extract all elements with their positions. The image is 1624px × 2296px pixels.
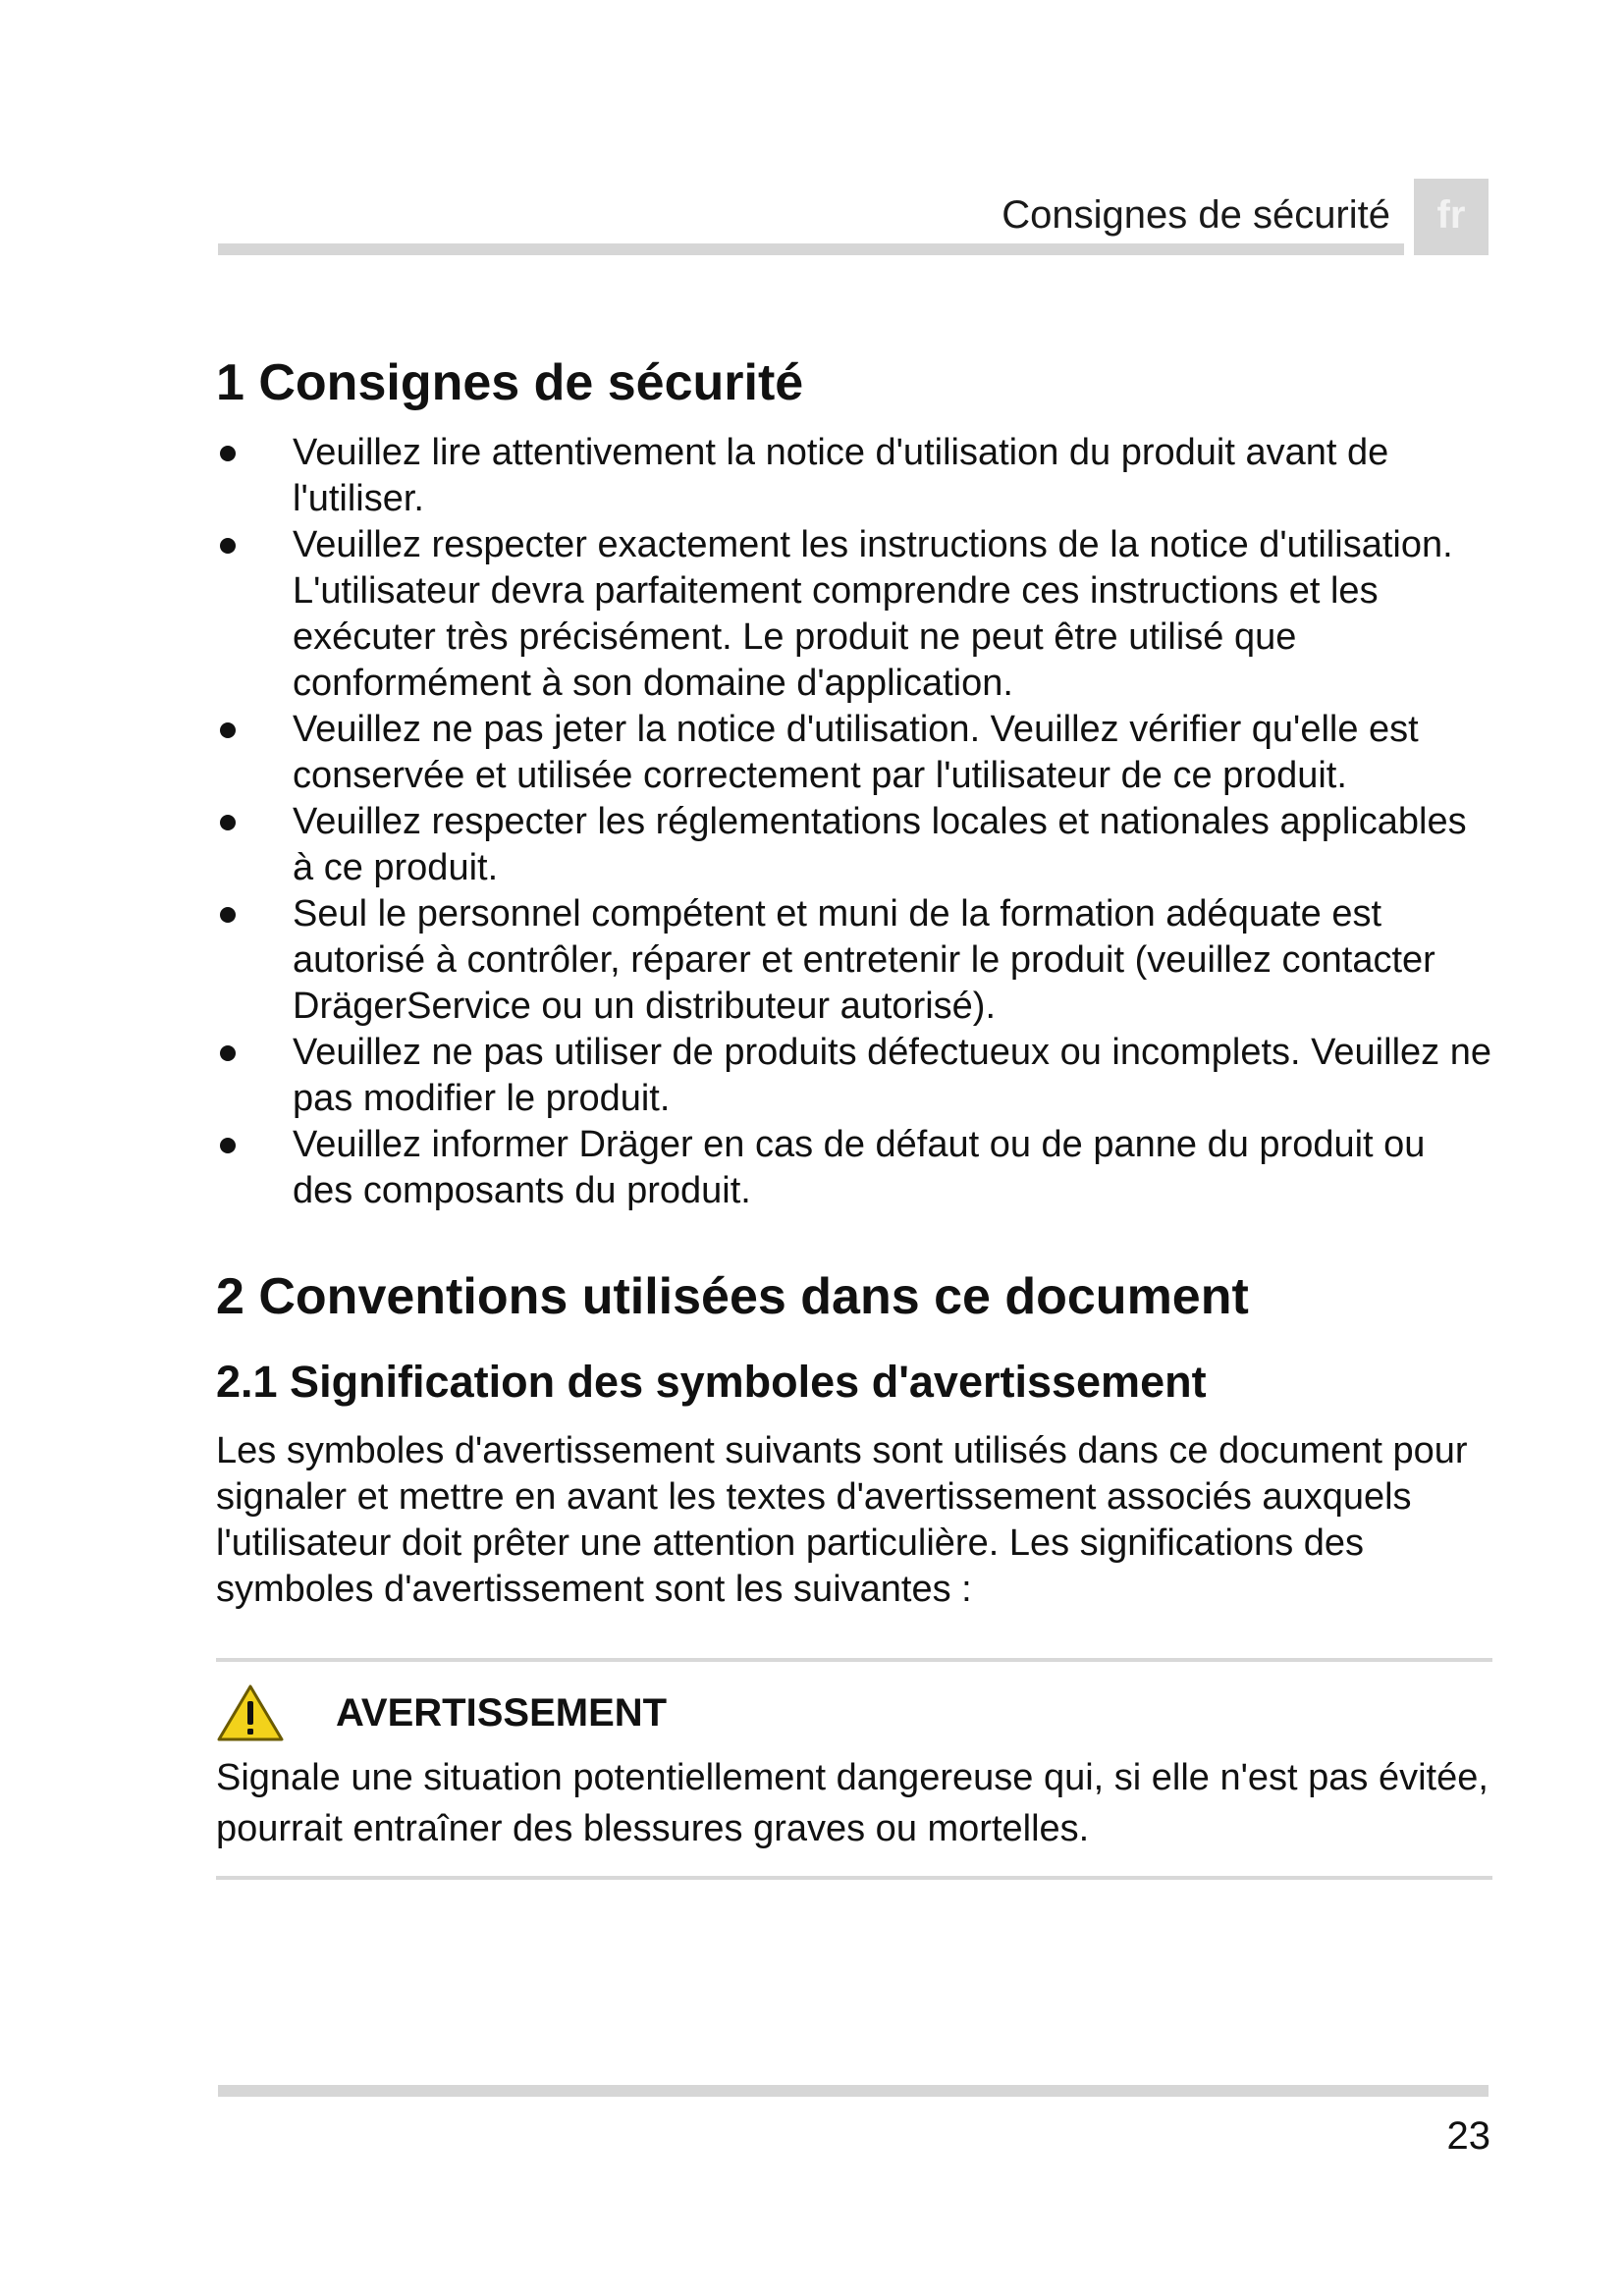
list-item: Seul le personnel compétent et muni de la formation adéquate est autorisé à contrôler, réparer et entretenir le produit (veuillez contacter DrägerService ou un distributeur autorisé). (216, 891, 1492, 1030)
page-content (216, 344, 1492, 1880)
header-rule (218, 243, 1404, 255)
list-item: Veuillez informer Dräger en cas de défaut ou de panne du produit ou des composants du produit. (216, 1122, 1492, 1214)
list-item: Veuillez respecter les réglementations locales et nationales applicables à ce produit. (216, 799, 1492, 891)
safety-instructions-list (216, 430, 1492, 1214)
warning-label: AVERTISSEMENT (336, 1690, 668, 1735)
warning-box (216, 1658, 1492, 1880)
section-2-heading: 2 Conventions utilisées dans ce document (216, 1268, 1249, 1325)
section-2-1-heading: 2.1 Signification des symboles d'avertissement (216, 1357, 1207, 1407)
warning-header (216, 1683, 1492, 1742)
page-number: 23 (1446, 2114, 1490, 2158)
list-item: Veuillez lire attentivement la notice d'utilisation du produit avant de l'utiliser. (216, 430, 1492, 522)
warning-description: Signale une situation potentiellement dangereuse qui, si elle n'est pas évitée, pourrait entraîner des blessures graves ou mortelles. (216, 1757, 1489, 1849)
warning-triangle-icon (216, 1683, 285, 1742)
list-item: Veuillez ne pas jeter la notice d'utilisation. Veuillez vérifier qu'elle est conservée et utilisée correctement par l'utilisateur de ce produit. (216, 707, 1492, 799)
warning-symbols-intro: Les symboles d'avertissement suivants sont utilisés dans ce document pour signaler et mettre en avant les textes d'avertissement associés auxquels l'utilisateur doit prêter une attention particulière. Les significations des symboles d'avertissement sont les suivantes : (216, 1430, 1468, 1610)
section-1-heading: 1 Consignes de sécurité (216, 354, 804, 411)
list-item: Veuillez ne pas utiliser de produits défectueux ou incomplets. Veuillez ne pas modifier le produit. (216, 1030, 1492, 1122)
language-tab: fr (1414, 179, 1489, 255)
running-header-title: Consignes de sécurité (1001, 193, 1390, 237)
list-item: Veuillez respecter exactement les instructions de la notice d'utilisation. L'utilisateur devra parfaitement comprendre ces instructions et les exécuter très précisément. Le produit ne peut être utilisé que conformément à son domaine d'application. (216, 522, 1492, 707)
footer-rule (218, 2085, 1489, 2097)
